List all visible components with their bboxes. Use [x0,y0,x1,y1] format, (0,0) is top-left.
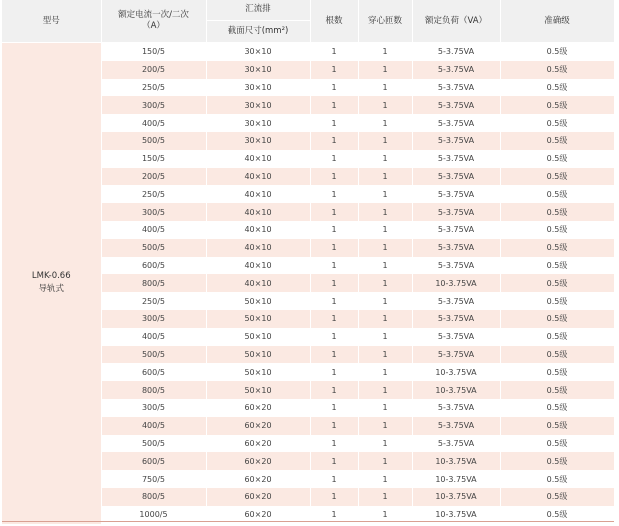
current-ratio-cell: 150/5 [101,43,206,61]
accuracy-cell: 0.5级 [500,257,614,275]
count-cell: 1 [310,274,358,292]
rated-load-cell: 5-3.75VA [412,96,500,114]
turns-cell: 1 [358,346,412,364]
rated-load-cell: 5-3.75VA [412,399,500,417]
turns-cell: 1 [358,96,412,114]
count-cell: 1 [310,381,358,399]
section-size-cell: 30×10 [206,96,310,114]
accuracy-cell: 0.5级 [500,61,614,79]
section-size-cell: 40×10 [206,221,310,239]
count-cell: 1 [310,257,358,275]
rated-load-cell: 10-3.75VA [412,381,500,399]
accuracy-cell: 0.5级 [500,43,614,61]
header-section-size: 截面尺寸(mm²) [206,20,310,42]
count-cell: 1 [310,221,358,239]
count-cell: 1 [310,96,358,114]
rated-load-cell: 10-3.75VA [412,274,500,292]
rated-load-cell: 5-3.75VA [412,221,500,239]
current-ratio-cell: 250/5 [101,79,206,97]
current-ratio-cell: 500/5 [101,435,206,453]
turns-cell: 1 [358,43,412,61]
rated-load-cell: 10-3.75VA [412,452,500,470]
header-turns: 穿心匝数 [358,0,412,43]
rated-load-cell: 10-3.75VA [412,488,500,506]
count-cell: 1 [310,168,358,186]
header-busbar: 汇流排 [206,0,310,20]
rated-load-cell: 5-3.75VA [412,257,500,275]
count-cell: 1 [310,435,358,453]
current-ratio-cell: 800/5 [101,381,206,399]
header-rated-load: 额定负荷（VA） [412,0,500,43]
count-cell: 1 [310,417,358,435]
section-size-cell: 60×20 [206,452,310,470]
rated-load-cell: 5-3.75VA [412,132,500,150]
current-ratio-cell: 500/5 [101,132,206,150]
section-size-cell: 50×10 [206,381,310,399]
current-ratio-cell: 300/5 [101,203,206,221]
turns-cell: 1 [358,239,412,257]
accuracy-cell: 0.5级 [500,363,614,381]
rated-load-cell: 5-3.75VA [412,79,500,97]
turns-cell: 1 [358,203,412,221]
current-ratio-cell: 250/5 [101,185,206,203]
section-size-cell: 30×10 [206,43,310,61]
current-ratio-cell: 500/5 [101,346,206,364]
turns-cell: 1 [358,292,412,310]
accuracy-cell: 0.5级 [500,417,614,435]
turns-cell: 1 [358,435,412,453]
section-size-cell: 60×20 [206,488,310,506]
table-body [2,43,614,524]
count-cell: 1 [310,185,358,203]
count-cell: 1 [310,470,358,488]
turns-cell: 1 [358,363,412,381]
table-row [2,43,614,61]
rated-load-cell: 5-3.75VA [412,61,500,79]
turns-cell: 1 [358,61,412,79]
rated-load-cell: 10-3.75VA [412,363,500,381]
count-cell: 1 [310,114,358,132]
spec-table [2,0,615,524]
accuracy-cell: 0.5级 [500,96,614,114]
rated-load-cell: 10-3.75VA [412,506,500,524]
turns-cell: 1 [358,310,412,328]
accuracy-cell: 0.5级 [500,381,614,399]
turns-cell: 1 [358,452,412,470]
current-ratio-cell: 800/5 [101,488,206,506]
rated-load-cell: 5-3.75VA [412,150,500,168]
turns-cell: 1 [358,328,412,346]
accuracy-cell: 0.5级 [500,399,614,417]
accuracy-cell: 0.5级 [500,506,614,524]
accuracy-cell: 0.5级 [500,310,614,328]
model-cell [2,43,101,524]
accuracy-cell: 0.5级 [500,435,614,453]
turns-cell: 1 [358,257,412,275]
turns-cell: 1 [358,488,412,506]
turns-cell: 1 [358,132,412,150]
rated-load-cell: 5-3.75VA [412,310,500,328]
current-ratio-cell: 200/5 [101,61,206,79]
accuracy-cell: 0.5级 [500,346,614,364]
section-size-cell: 40×10 [206,185,310,203]
table-bottom-rule [2,521,614,522]
rated-load-cell: 5-3.75VA [412,203,500,221]
current-ratio-cell: 500/5 [101,239,206,257]
accuracy-cell: 0.5级 [500,203,614,221]
current-ratio-cell: 1000/5 [101,506,206,524]
header-current-ratio: 额定电流一次/二次（A） [101,0,206,43]
current-ratio-cell: 750/5 [101,470,206,488]
count-cell: 1 [310,363,358,381]
accuracy-cell: 0.5级 [500,185,614,203]
turns-cell: 1 [358,114,412,132]
model-name: LMK-0.66 [31,271,71,282]
rated-load-cell: 5-3.75VA [412,114,500,132]
turns-cell: 1 [358,79,412,97]
header-count: 根数 [310,0,358,43]
turns-cell: 1 [358,150,412,168]
accuracy-cell: 0.5级 [500,452,614,470]
current-ratio-cell: 400/5 [101,114,206,132]
section-size-cell: 40×10 [206,274,310,292]
current-ratio-cell: 300/5 [101,96,206,114]
model-type: 导轨式 [38,284,64,295]
count-cell: 1 [310,452,358,470]
current-ratio-cell: 400/5 [101,417,206,435]
count-cell: 1 [310,43,358,61]
section-size-cell: 30×10 [206,79,310,97]
count-cell: 1 [310,292,358,310]
turns-cell: 1 [358,417,412,435]
turns-cell: 1 [358,506,412,524]
count-cell: 1 [310,310,358,328]
rated-load-cell: 10-3.75VA [412,470,500,488]
current-ratio-cell: 400/5 [101,221,206,239]
accuracy-cell: 0.5级 [500,470,614,488]
accuracy-cell: 0.5级 [500,168,614,186]
count-cell: 1 [310,150,358,168]
rated-load-cell: 5-3.75VA [412,292,500,310]
rated-load-cell: 5-3.75VA [412,328,500,346]
section-size-cell: 30×10 [206,114,310,132]
section-size-cell: 30×10 [206,132,310,150]
rated-load-cell: 5-3.75VA [412,43,500,61]
turns-cell: 1 [358,470,412,488]
section-size-cell: 60×20 [206,399,310,417]
accuracy-cell: 0.5级 [500,488,614,506]
turns-cell: 1 [358,274,412,292]
section-size-cell: 50×10 [206,310,310,328]
current-ratio-cell: 200/5 [101,168,206,186]
accuracy-cell: 0.5级 [500,328,614,346]
count-cell: 1 [310,399,358,417]
current-ratio-cell: 600/5 [101,452,206,470]
accuracy-cell: 0.5级 [500,114,614,132]
section-size-cell: 40×10 [206,257,310,275]
section-size-cell: 40×10 [206,150,310,168]
rated-load-cell: 5-3.75VA [412,185,500,203]
section-size-cell: 50×10 [206,292,310,310]
current-ratio-cell: 300/5 [101,310,206,328]
rated-load-cell: 5-3.75VA [412,239,500,257]
rated-load-cell: 5-3.75VA [412,346,500,364]
current-ratio-cell: 600/5 [101,257,206,275]
count-cell: 1 [310,79,358,97]
accuracy-cell: 0.5级 [500,221,614,239]
turns-cell: 1 [358,221,412,239]
rated-load-cell: 5-3.75VA [412,417,500,435]
count-cell: 1 [310,239,358,257]
current-ratio-cell: 300/5 [101,399,206,417]
accuracy-cell: 0.5级 [500,292,614,310]
section-size-cell: 40×10 [206,168,310,186]
section-size-cell: 40×10 [206,239,310,257]
accuracy-cell: 0.5级 [500,274,614,292]
section-size-cell: 60×20 [206,470,310,488]
accuracy-cell: 0.5级 [500,132,614,150]
header-accuracy: 准确级 [500,0,614,43]
rated-load-cell: 5-3.75VA [412,168,500,186]
accuracy-cell: 0.5级 [500,79,614,97]
section-size-cell: 60×20 [206,506,310,524]
turns-cell: 1 [358,185,412,203]
current-ratio-cell: 400/5 [101,328,206,346]
count-cell: 1 [310,506,358,524]
section-size-cell: 50×10 [206,346,310,364]
section-size-cell: 40×10 [206,203,310,221]
accuracy-cell: 0.5级 [500,150,614,168]
section-size-cell: 30×10 [206,61,310,79]
turns-cell: 1 [358,168,412,186]
rated-load-cell: 5-3.75VA [412,435,500,453]
count-cell: 1 [310,132,358,150]
section-size-cell: 50×10 [206,363,310,381]
header-model: 型号 [2,0,101,43]
section-size-cell: 60×20 [206,435,310,453]
section-size-cell: 50×10 [206,328,310,346]
current-ratio-cell: 250/5 [101,292,206,310]
count-cell: 1 [310,346,358,364]
accuracy-cell: 0.5级 [500,239,614,257]
current-ratio-cell: 800/5 [101,274,206,292]
count-cell: 1 [310,488,358,506]
count-cell: 1 [310,328,358,346]
count-cell: 1 [310,61,358,79]
count-cell: 1 [310,203,358,221]
turns-cell: 1 [358,381,412,399]
current-ratio-cell: 150/5 [101,150,206,168]
section-size-cell: 60×20 [206,417,310,435]
current-ratio-cell: 600/5 [101,363,206,381]
turns-cell: 1 [358,399,412,417]
table-header [2,0,614,43]
